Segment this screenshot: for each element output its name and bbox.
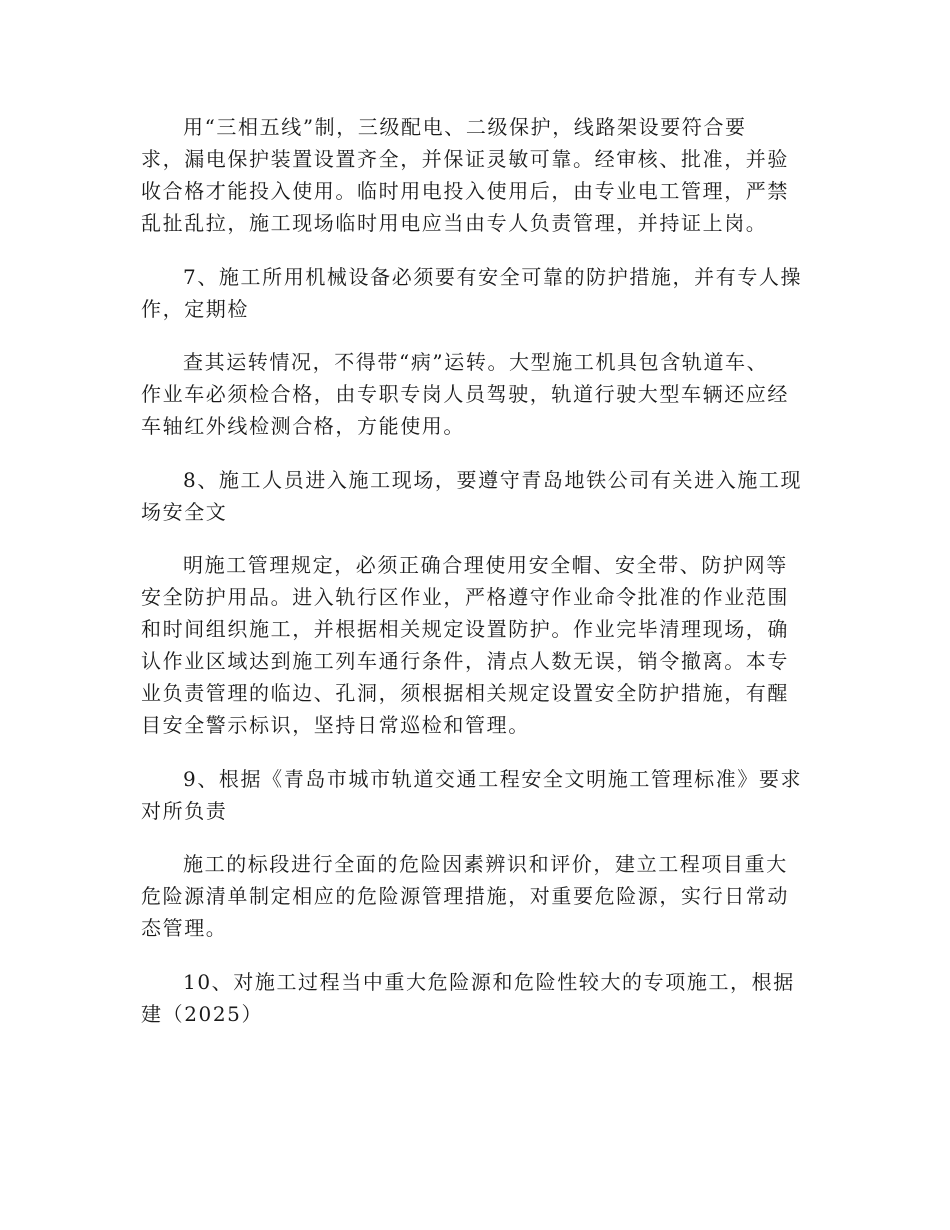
- text-line: 建（2025）: [141, 1002, 264, 1026]
- text-line: 明施工管理规定，必须正确合理使用安全帽、安全带、防护网等: [183, 553, 788, 577]
- text-line: 查其运转情况，不得带“病”运转。大型施工机具包含轨道车、: [183, 350, 769, 374]
- paragraph-electricity: [141, 111, 811, 239]
- paragraph-item-7-continued: [141, 346, 811, 442]
- text-line: 场安全文: [141, 500, 228, 524]
- text-line: 对所负责: [141, 799, 228, 823]
- text-line: 收合格才能投入使用。临时用电投入使用后，由专业电工管理，严禁: [141, 179, 789, 203]
- text-line: 业负责管理的临边、孔洞，须根据相关规定设置安全防护措施，有醒: [141, 681, 789, 705]
- text-line: 认作业区域达到施工列车通行条件，清点人数无误，销令撤离。本专: [141, 649, 789, 673]
- text-line: 8、施工人员进入施工现场，要遵守青岛地铁公司有关进入施工现: [183, 468, 803, 492]
- text-line: 态管理。: [141, 916, 228, 940]
- text-line: 用“三相五线”制，三级配电、二级保护，线路架设要符合要: [183, 115, 747, 139]
- text-line: 安全防护用品。进入轨行区作业，严格遵守作业命令批准的作业范围: [141, 585, 789, 609]
- paragraph-item-7: [141, 261, 811, 325]
- text-line: 施工的标段进行全面的危险因素辨识和评价，建立工程项目重大: [183, 852, 788, 876]
- text-line: 作，定期检: [141, 297, 249, 321]
- text-line: 作业车必须检合格，由专职专岗人员驾驶，轨道行驶大型车辆还应经: [141, 382, 789, 406]
- paragraph-item-10: [141, 966, 811, 1030]
- text-line: 乱扯乱拉，施工现场临时用电应当由专人负责管理，并持证上岗。: [141, 211, 768, 235]
- text-line: 车轴红外线检测合格，方能使用。: [141, 414, 465, 438]
- paragraph-item-8-continued: [141, 549, 811, 741]
- paragraph-item-9-continued: [141, 848, 811, 944]
- paragraph-item-8: [141, 464, 811, 528]
- text-line: 目安全警示标识，坚持日常巡检和管理。: [141, 713, 530, 737]
- text-line: 7、施工所用机械设备必须要有安全可靠的防护措施，并有专人操: [183, 265, 803, 289]
- text-line: 求，漏电保护装置设置齐全，并保证灵敏可靠。经审核、批准，并验: [141, 147, 789, 171]
- document-body: [141, 111, 811, 1030]
- text-line: 和时间组织施工，并根据相关规定设置防护。作业完毕清理现场，确: [141, 617, 789, 641]
- text-line: 危险源清单制定相应的危险源管理措施，对重要危险源，实行日常动: [141, 884, 789, 908]
- paragraph-item-9: [141, 763, 811, 827]
- text-line: 9、根据《青岛市城市轨道交通工程安全文明施工管理标准》要求: [183, 767, 803, 791]
- text-line: 10、对施工过程当中重大危险源和危险性较大的专项施工，根据: [183, 970, 795, 994]
